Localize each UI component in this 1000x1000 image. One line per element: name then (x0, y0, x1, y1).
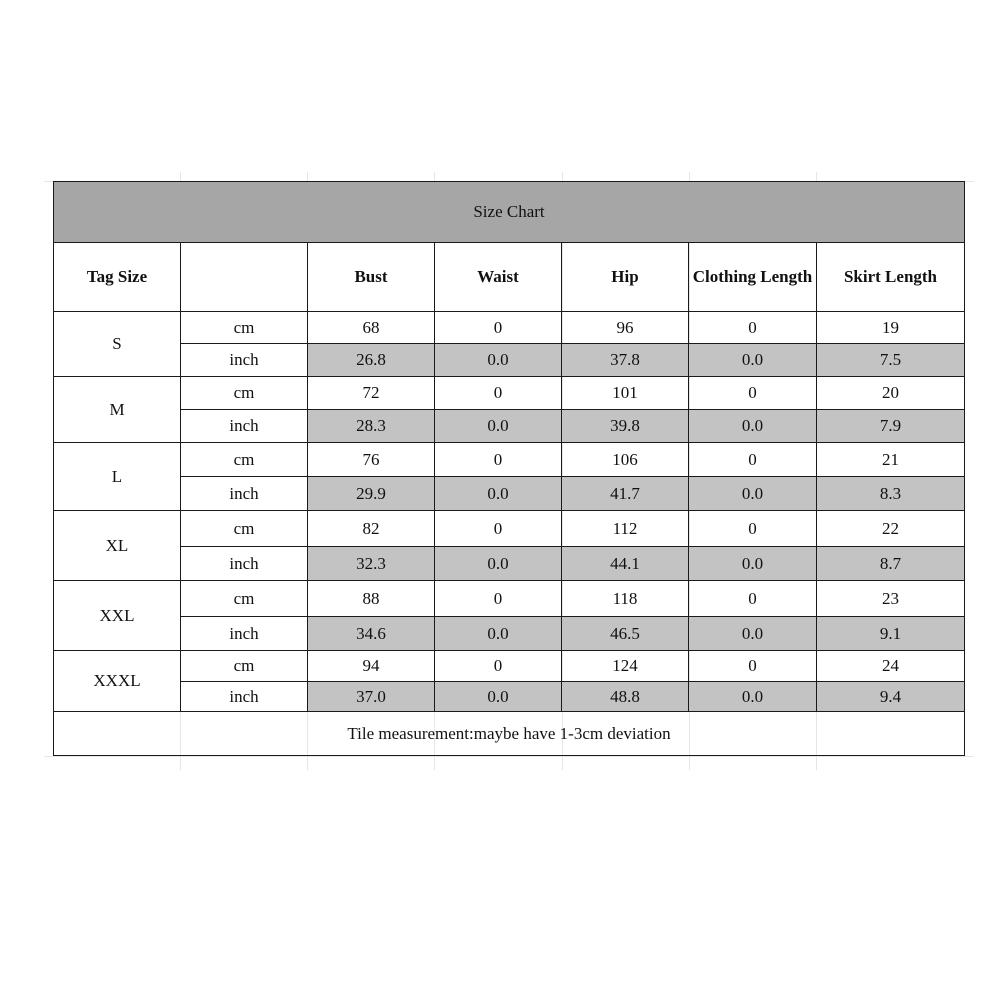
unit-label: inch (181, 682, 308, 712)
table-row (54, 617, 965, 651)
unit-label: cm (181, 377, 308, 410)
size-label: S (54, 312, 181, 377)
waist-cell: 0.0 (435, 547, 562, 581)
size-label: XXXL (54, 651, 181, 712)
bust-cell: 28.3 (308, 410, 435, 443)
unit-label: cm (181, 443, 308, 477)
hip-cell: 124 (562, 651, 689, 682)
skirt-length-cell: 23 (817, 581, 965, 617)
size-chart-table (53, 181, 965, 756)
skirt-length-cell: 9.4 (817, 682, 965, 712)
sheet-gridline (44, 756, 974, 757)
unit-label: inch (181, 410, 308, 443)
header-waist: Waist (435, 243, 562, 312)
header-bust: Bust (308, 243, 435, 312)
skirt-length-cell: 20 (817, 377, 965, 410)
bust-cell: 29.9 (308, 477, 435, 511)
clothing-length-cell: 0 (689, 377, 817, 410)
bust-cell: 94 (308, 651, 435, 682)
skirt-length-cell: 7.5 (817, 344, 965, 377)
skirt-length-cell: 21 (817, 443, 965, 477)
size-label: L (54, 443, 181, 511)
waist-cell: 0.0 (435, 617, 562, 651)
bust-cell: 72 (308, 377, 435, 410)
bust-cell: 68 (308, 312, 435, 344)
bust-cell: 76 (308, 443, 435, 477)
waist-cell: 0 (435, 443, 562, 477)
waist-cell: 0.0 (435, 410, 562, 443)
unit-label: cm (181, 581, 308, 617)
unit-label: inch (181, 617, 308, 651)
hip-cell: 96 (562, 312, 689, 344)
table-row (54, 547, 965, 581)
measurement-note: Tile measurement:maybe have 1-3cm deviation (54, 712, 965, 756)
unit-label: cm (181, 651, 308, 682)
clothing-length-cell: 0 (689, 443, 817, 477)
table-row (54, 312, 965, 344)
header-clothing-length: Clothing Length (689, 243, 817, 312)
header-skirt-length: Skirt Length (817, 243, 965, 312)
clothing-length-cell: 0.0 (689, 617, 817, 651)
waist-cell: 0.0 (435, 344, 562, 377)
skirt-length-cell: 9.1 (817, 617, 965, 651)
bust-cell: 32.3 (308, 547, 435, 581)
table-row (54, 344, 965, 377)
table-row (54, 581, 965, 617)
hip-cell: 106 (562, 443, 689, 477)
waist-cell: 0 (435, 511, 562, 547)
unit-label: cm (181, 511, 308, 547)
skirt-length-cell: 7.9 (817, 410, 965, 443)
hip-cell: 46.5 (562, 617, 689, 651)
waist-cell: 0 (435, 312, 562, 344)
unit-label: inch (181, 547, 308, 581)
bust-cell: 34.6 (308, 617, 435, 651)
bust-cell: 82 (308, 511, 435, 547)
waist-cell: 0.0 (435, 682, 562, 712)
hip-cell: 112 (562, 511, 689, 547)
hip-cell: 48.8 (562, 682, 689, 712)
chart-title: Size Chart (54, 182, 965, 243)
clothing-length-cell: 0.0 (689, 682, 817, 712)
hip-cell: 101 (562, 377, 689, 410)
hip-cell: 37.8 (562, 344, 689, 377)
clothing-length-cell: 0.0 (689, 547, 817, 581)
bust-cell: 37.0 (308, 682, 435, 712)
table-row (54, 511, 965, 547)
clothing-length-cell: 0.0 (689, 477, 817, 511)
skirt-length-cell: 19 (817, 312, 965, 344)
table-row (54, 477, 965, 511)
size-label: XXL (54, 581, 181, 651)
hip-cell: 44.1 (562, 547, 689, 581)
hip-cell: 41.7 (562, 477, 689, 511)
hip-cell: 39.8 (562, 410, 689, 443)
waist-cell: 0 (435, 651, 562, 682)
unit-label: inch (181, 344, 308, 377)
clothing-length-cell: 0 (689, 312, 817, 344)
unit-label: cm (181, 312, 308, 344)
clothing-length-cell: 0.0 (689, 344, 817, 377)
header-unit (181, 243, 308, 312)
hip-cell: 118 (562, 581, 689, 617)
waist-cell: 0.0 (435, 477, 562, 511)
clothing-length-cell: 0.0 (689, 410, 817, 443)
size-label: XL (54, 511, 181, 581)
table-row (54, 377, 965, 410)
header-hip: Hip (562, 243, 689, 312)
skirt-length-cell: 8.3 (817, 477, 965, 511)
table-row (54, 443, 965, 477)
size-label: M (54, 377, 181, 443)
table-row (54, 651, 965, 682)
bust-cell: 26.8 (308, 344, 435, 377)
skirt-length-cell: 24 (817, 651, 965, 682)
clothing-length-cell: 0 (689, 581, 817, 617)
clothing-length-cell: 0 (689, 511, 817, 547)
clothing-length-cell: 0 (689, 651, 817, 682)
bust-cell: 88 (308, 581, 435, 617)
unit-label: inch (181, 477, 308, 511)
waist-cell: 0 (435, 377, 562, 410)
skirt-length-cell: 22 (817, 511, 965, 547)
skirt-length-cell: 8.7 (817, 547, 965, 581)
table-row (54, 410, 965, 443)
waist-cell: 0 (435, 581, 562, 617)
header-tag-size: Tag Size (54, 243, 181, 312)
table-row (54, 682, 965, 712)
